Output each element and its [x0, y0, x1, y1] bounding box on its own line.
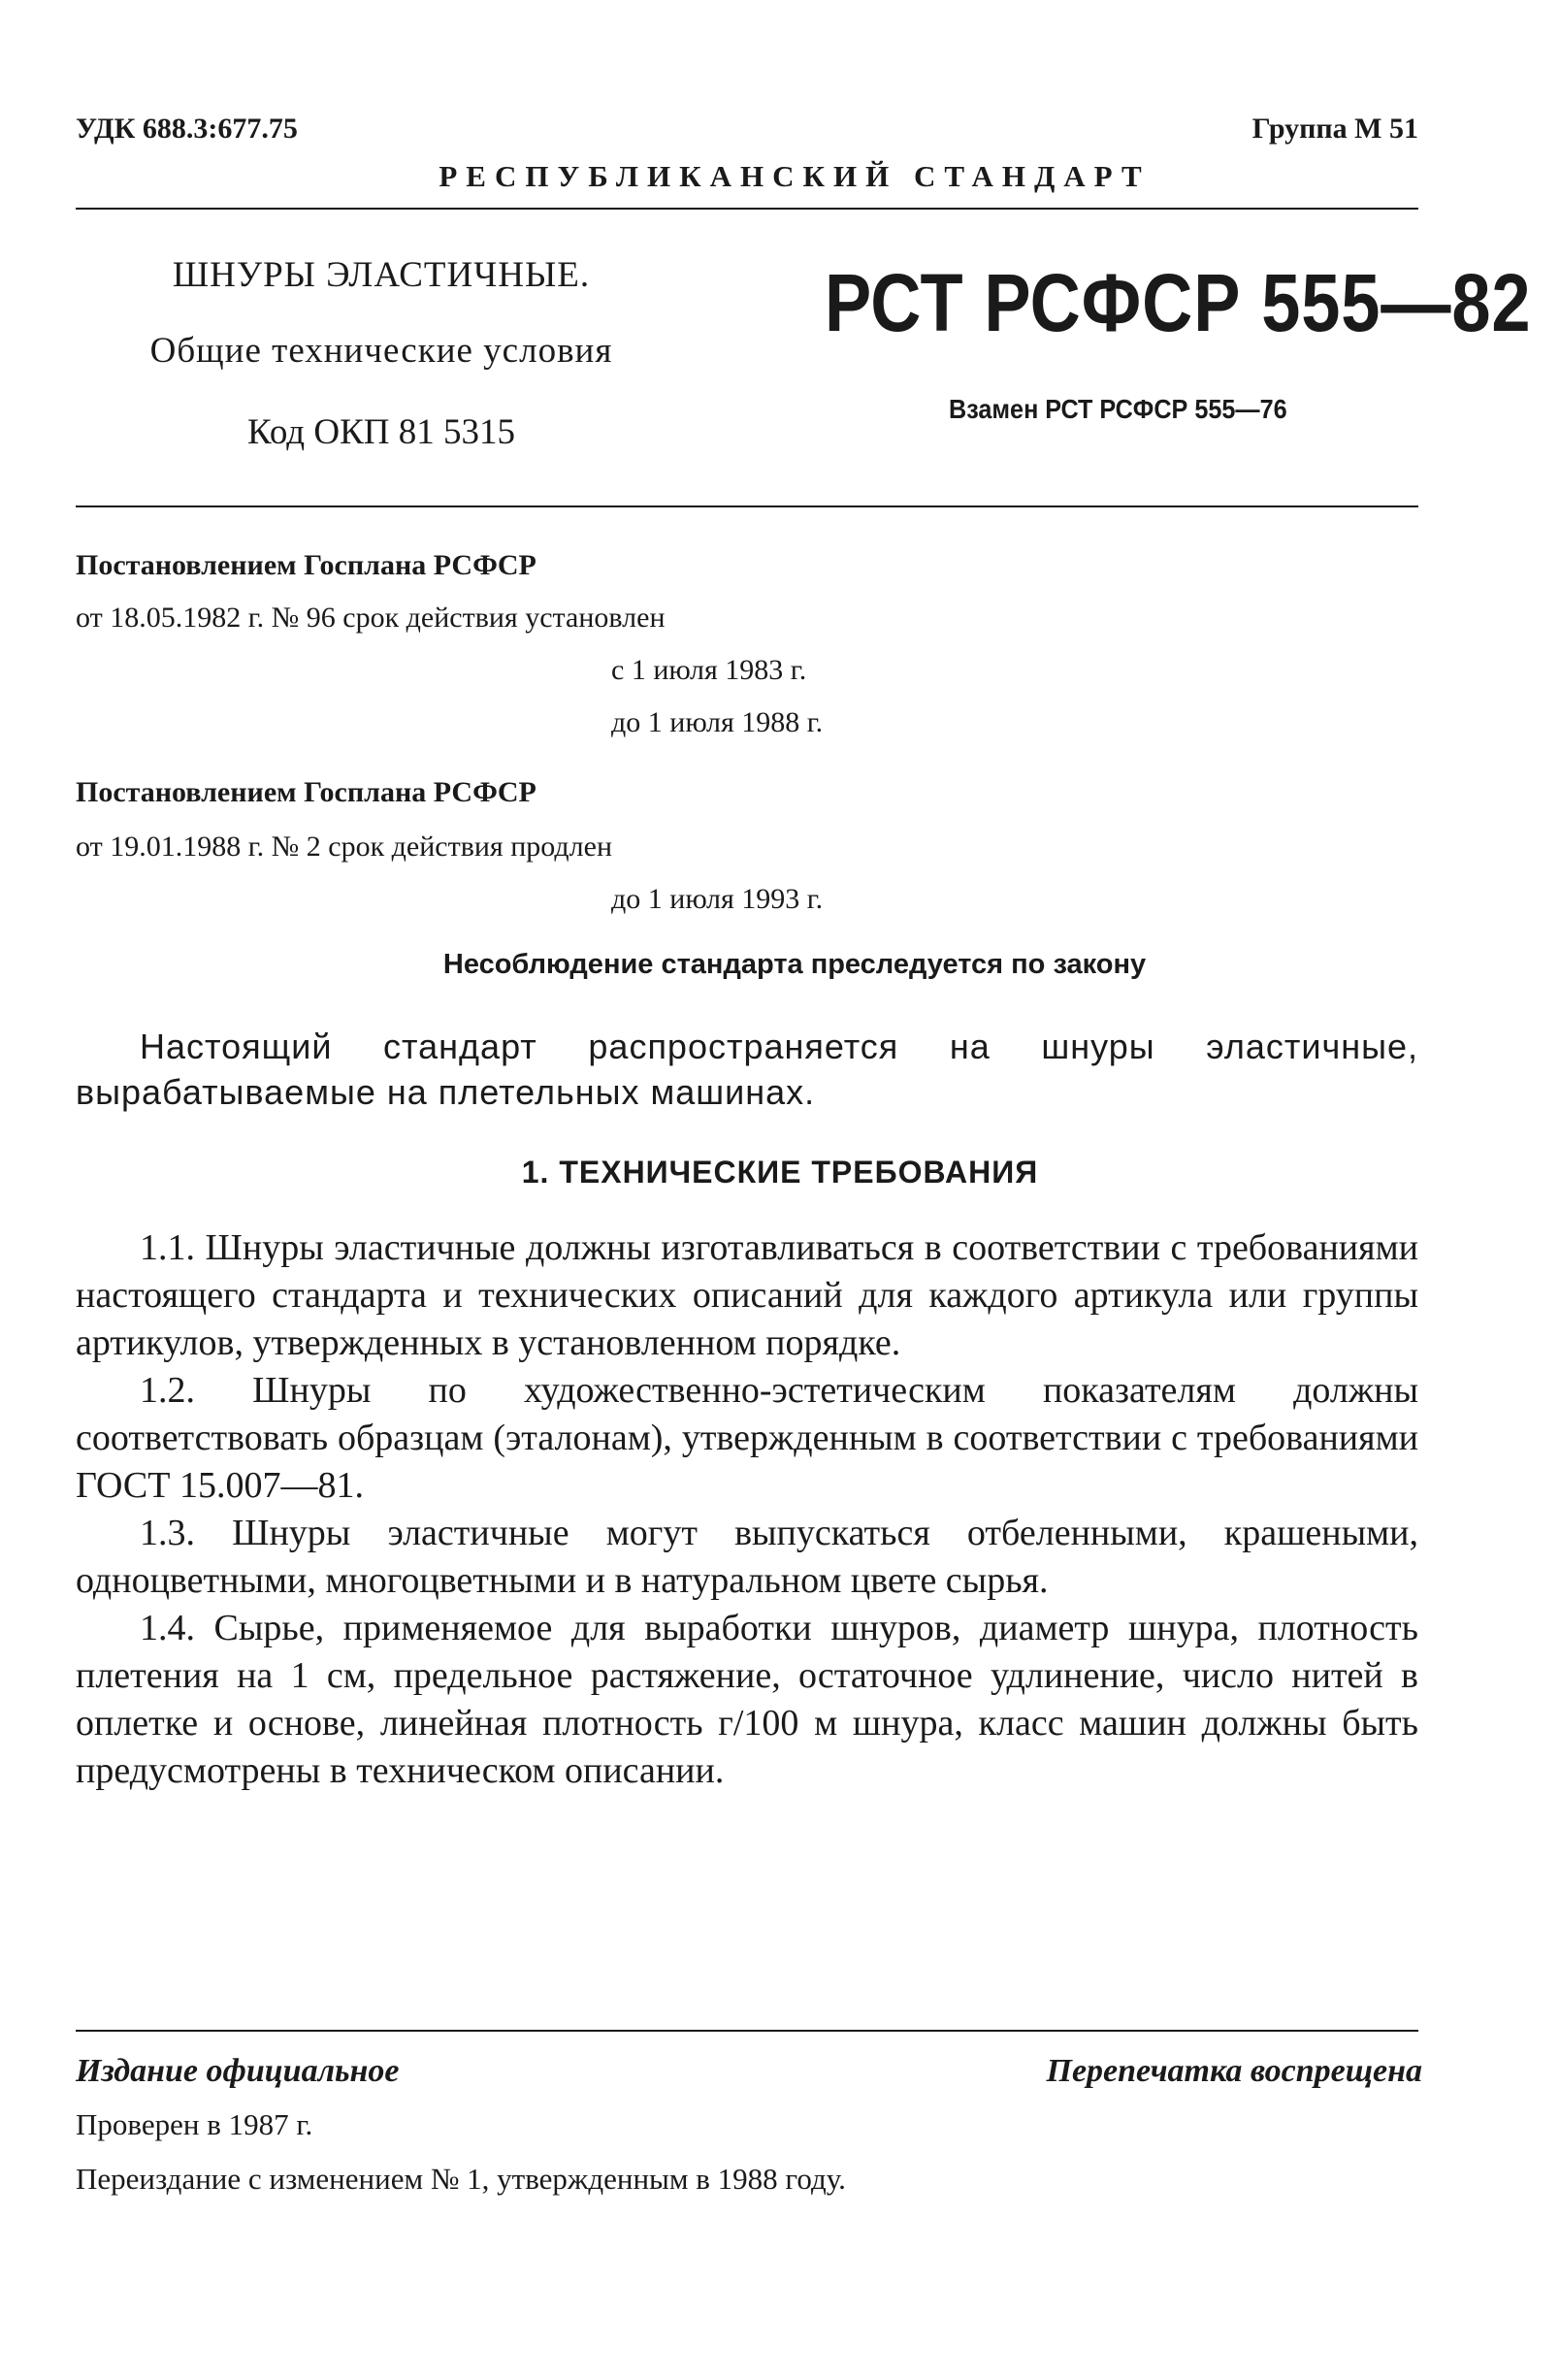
clause-1-1: 1.1. Шнуры эластичные должны изготавливаться в соответствии с требованиями настоящего стандарта и технических описаний для каждого артикула или группы артикулов, утвержденных в установленном порядке.: [76, 1227, 1418, 1363]
law-notice: Несоблюдение стандарта преследуется по закону: [442, 949, 1147, 980]
replaces-standard: Взамен РСТ РСФСР 555—76: [949, 394, 1287, 424]
top-divider: [76, 208, 1418, 210]
standard-type: РЕСПУБЛИКАНСКИЙ СТАНДАРТ: [439, 159, 1151, 193]
clause-1-4: 1.4. Сырье, применяемое для выработки шнуров, диаметр шнура, плотность плетения на 1 см, предельное растяжение, остаточное удлинение, число нитей в оплетке и основе, линейная плотность г/100 м шнура, класс машин должны быть предусмотрены в техническом описании.: [76, 1608, 1418, 1791]
clause-1-3: 1.3. Шнуры эластичные могут выпускаться отбеленными, крашеными, одноцветными, многоцветными и в натуральном цвете сырья.: [76, 1513, 1418, 1601]
standard-designation: РСТ РСФСР 555—82: [825, 257, 1532, 348]
okp-code: Код ОКП 81 5315: [247, 412, 515, 452]
group-code: Группа М 51: [1251, 113, 1418, 145]
decree-1-start: с 1 июля 1983 г.: [611, 654, 807, 686]
document-title: ШНУРЫ ЭЛАСТИЧНЫЕ.: [172, 255, 591, 295]
section-1-title: 1. ТЕХНИЧЕСКИЕ ТРЕБОВАНИЯ: [521, 1155, 1039, 1190]
footer-divider: [76, 2030, 1418, 2032]
udk-code: УДК 688.3:677.75: [76, 113, 298, 145]
decree-2-authority: Постановлением Госплана РСФСР: [76, 776, 536, 808]
scope-text: Настоящий стандарт распространяется на шнуры эластичные, вырабатываемые на плетельных машинах.: [76, 1027, 1418, 1112]
decree-2-end: до 1 июля 1993 г.: [611, 883, 824, 915]
official-edition: Издание официальное: [76, 2053, 400, 2089]
decree-1-authority: Постановлением Госплана РСФСР: [76, 549, 536, 581]
section-1-items: [76, 1224, 1418, 1795]
reissue-note: Переиздание с изменением № 1, утвержденным в 1988 году.: [76, 2162, 846, 2196]
decree-1-end: до 1 июля 1988 г.: [611, 706, 824, 738]
checked-note: Проверен в 1987 г.: [76, 2107, 313, 2141]
scope-paragraph: [76, 1024, 1418, 1115]
decree-1-date: от 18.05.1982 г. № 96 срок действия установлен: [76, 602, 666, 634]
title-divider: [76, 505, 1418, 507]
reprint-prohibited: Перепечатка воспрещена: [1046, 2053, 1422, 2089]
decree-2-date: от 19.01.1988 г. № 2 срок действия продлен: [76, 831, 613, 863]
document-subtitle: Общие технические условия: [149, 331, 613, 371]
clause-1-2: 1.2. Шнуры по художественно-эстетическим показателям должны соответствовать образцам (эталонам), утвержденным в соответствии с требованиями ГОСТ 15.007—81.: [76, 1370, 1418, 1506]
